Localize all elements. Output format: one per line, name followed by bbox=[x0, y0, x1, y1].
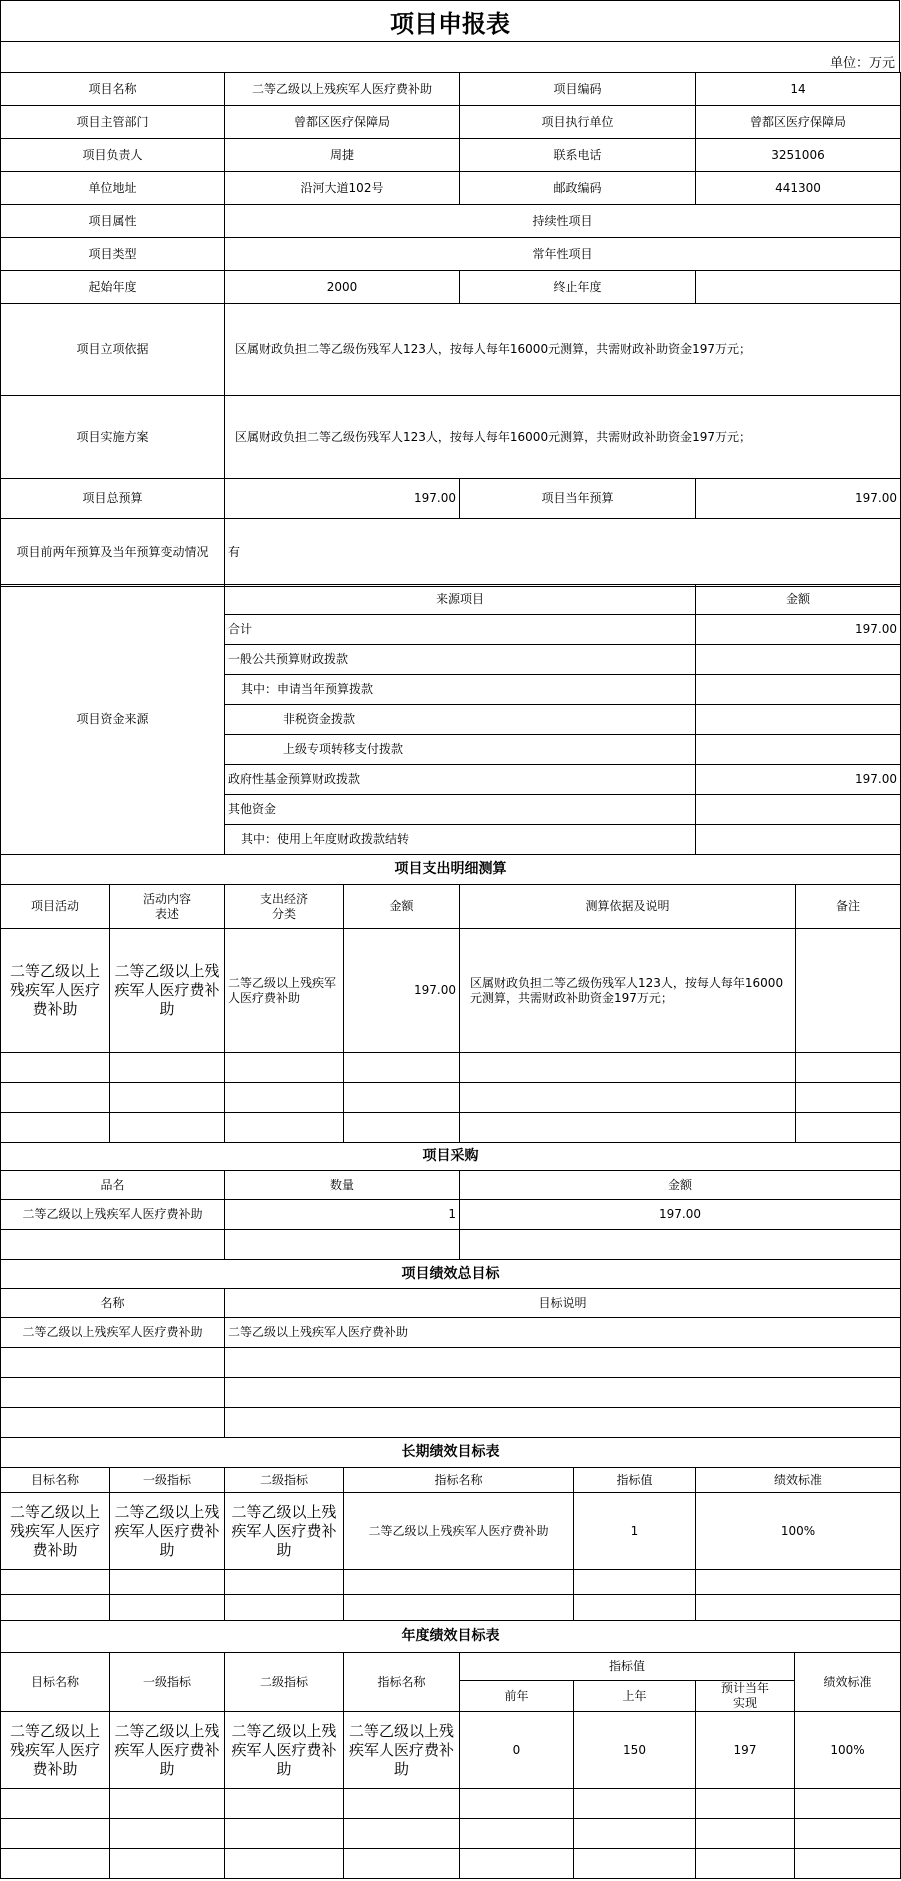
funding-amount: 197.00 bbox=[696, 765, 901, 795]
amount-cell: 197.00 bbox=[344, 929, 460, 1053]
change-cell: 有 bbox=[225, 519, 901, 587]
funding-amount bbox=[696, 675, 901, 705]
standard-cell: 100% bbox=[696, 1493, 901, 1570]
funding-source: 合计 bbox=[225, 615, 696, 645]
longterm-table bbox=[0, 1437, 901, 1621]
table-row bbox=[1, 1653, 901, 1681]
table-row bbox=[1, 1083, 901, 1113]
table-row bbox=[1, 1230, 901, 1260]
label-cell: 联系电话 bbox=[460, 139, 696, 172]
sub-header: 前年 bbox=[460, 1681, 574, 1712]
label-cell: 项目主管部门 bbox=[1, 106, 225, 139]
content-cell: 二等乙级以上残疾军人医疗费补助 bbox=[110, 929, 225, 1053]
item-amount-cell: 197.00 bbox=[460, 1200, 901, 1230]
table-row bbox=[1, 1595, 901, 1621]
label-cell: 终止年度 bbox=[460, 271, 696, 304]
funding-amount bbox=[696, 735, 901, 765]
indicator-cell: 二等乙级以上残疾军人医疗费补助 bbox=[344, 1712, 460, 1789]
table-row bbox=[1, 1493, 901, 1570]
page-title: 项目申报表 bbox=[0, 0, 900, 42]
table-row bbox=[1, 1171, 901, 1200]
table-row bbox=[1, 1378, 901, 1408]
label-cell: 项目属性 bbox=[1, 205, 225, 238]
funding-source: 其中：申请当年预算拨款 bbox=[225, 675, 696, 705]
end-year-cell bbox=[696, 271, 901, 304]
column-header: 二级指标 bbox=[225, 1468, 344, 1493]
label-cell: 项目总预算 bbox=[1, 479, 225, 519]
label-cell: 起始年度 bbox=[1, 271, 225, 304]
column-header: 绩效标准 bbox=[795, 1653, 901, 1712]
table-row bbox=[1, 1438, 901, 1468]
basis-cell: 区属财政负担二等乙级伤残军人123人，按每人每年16000元测算，共需财政补助资金197万元； bbox=[460, 929, 796, 1053]
section-title: 年度绩效目标表 bbox=[1, 1621, 901, 1653]
category-cell: 二等乙级以上残疾军人医疗费补助 bbox=[225, 929, 344, 1053]
table-row bbox=[1, 139, 901, 172]
note-cell bbox=[796, 929, 901, 1053]
table-row bbox=[1, 885, 901, 929]
quantity-cell: 1 bbox=[225, 1200, 460, 1230]
label-cell: 邮政编码 bbox=[460, 172, 696, 205]
column-header: 指标值 bbox=[574, 1468, 696, 1493]
goal-name-cell: 二等乙级以上残疾军人医疗费补助 bbox=[1, 1318, 225, 1348]
total-budget-cell: 197.00 bbox=[225, 479, 460, 519]
column-header: 一级指标 bbox=[110, 1468, 225, 1493]
column-header: 品名 bbox=[1, 1171, 225, 1200]
start-year-cell: 2000 bbox=[225, 271, 460, 304]
zip-cell: 441300 bbox=[696, 172, 901, 205]
column-header: 目标名称 bbox=[1, 1653, 110, 1712]
table-row bbox=[1, 1143, 901, 1171]
item-name-cell: 二等乙级以上残疾军人医疗费补助 bbox=[1, 1200, 225, 1230]
current-value-cell: 197 bbox=[696, 1712, 795, 1789]
label-cell: 项目执行单位 bbox=[460, 106, 696, 139]
table-row bbox=[1, 1348, 901, 1378]
column-header: 测算依据及说明 bbox=[460, 885, 796, 929]
label-cell: 项目前两年预算及当年预算变动情况 bbox=[1, 519, 225, 587]
column-header: 金额 bbox=[696, 585, 901, 615]
column-header: 目标说明 bbox=[225, 1289, 901, 1318]
label-cell: 项目名称 bbox=[1, 73, 225, 106]
table-row bbox=[1, 205, 901, 238]
table-row bbox=[1, 1053, 901, 1083]
table-row bbox=[1, 479, 901, 519]
funding-amount bbox=[696, 795, 901, 825]
table-row bbox=[1, 519, 901, 587]
section-title: 项目采购 bbox=[1, 1143, 901, 1171]
funding-label: 项目资金来源 bbox=[1, 585, 225, 855]
leader-cell: 周捷 bbox=[225, 139, 460, 172]
table-row bbox=[1, 304, 901, 396]
column-header: 名称 bbox=[1, 1289, 225, 1318]
column-header: 指标名称 bbox=[344, 1468, 574, 1493]
unit-row bbox=[0, 42, 900, 73]
column-header: 指标名称 bbox=[344, 1653, 460, 1712]
funding-source: 上级专项转移支付拨款 bbox=[225, 735, 696, 765]
sub-header: 上年 bbox=[574, 1681, 696, 1712]
plan-cell: 区属财政负担二等乙级伤残军人123人，按每人每年16000元测算，共需财政补助资金197万元； bbox=[225, 396, 901, 479]
table-row bbox=[1, 1113, 901, 1143]
annual-table bbox=[0, 1620, 901, 1879]
basis-cell: 区属财政负担二等乙级伤残军人123人，按每人每年16000元测算，共需财政补助资金197万元； bbox=[225, 304, 901, 396]
prev2-value-cell: 0 bbox=[460, 1712, 574, 1789]
activity-cell: 二等乙级以上残疾军人医疗费补助 bbox=[1, 929, 110, 1053]
column-header: 数量 bbox=[225, 1171, 460, 1200]
label-cell: 项目负责人 bbox=[1, 139, 225, 172]
dept-cell: 曾都区医疗保障局 bbox=[225, 106, 460, 139]
project-info-table bbox=[0, 72, 901, 587]
table-row bbox=[1, 172, 901, 205]
goal-cell: 二等乙级以上残疾军人医疗费补助 bbox=[1, 1493, 110, 1570]
table-row bbox=[1, 271, 901, 304]
standard-cell: 100% bbox=[795, 1712, 901, 1789]
table-row bbox=[1, 73, 901, 106]
funding-table bbox=[0, 584, 901, 855]
table-row bbox=[1, 106, 901, 139]
funding-source: 其他资金 bbox=[225, 795, 696, 825]
table-row bbox=[1, 1318, 901, 1348]
goal-cell: 二等乙级以上残疾军人医疗费补助 bbox=[1, 1712, 110, 1789]
table-row bbox=[1, 1789, 901, 1819]
sub-header: 预计当年 实现 bbox=[696, 1681, 795, 1712]
project-code-cell: 14 bbox=[696, 73, 901, 106]
column-header: 活动内容 表述 bbox=[110, 885, 225, 929]
level1-cell: 二等乙级以上残疾军人医疗费补助 bbox=[110, 1712, 225, 1789]
type-cell: 常年性项目 bbox=[225, 238, 901, 271]
table-row bbox=[1, 396, 901, 479]
funding-source: 其中：使用上年度财政拨款结转 bbox=[225, 825, 696, 855]
column-header: 来源项目 bbox=[225, 585, 696, 615]
column-header: 绩效标准 bbox=[696, 1468, 901, 1493]
table-row bbox=[1, 1621, 901, 1653]
phone-cell: 3251006 bbox=[696, 139, 901, 172]
label-cell: 项目编码 bbox=[460, 73, 696, 106]
funding-amount bbox=[696, 825, 901, 855]
label-cell: 项目立项依据 bbox=[1, 304, 225, 396]
funding-source: 一般公共预算财政拨款 bbox=[225, 645, 696, 675]
level2-cell: 二等乙级以上残疾军人医疗费补助 bbox=[225, 1493, 344, 1570]
goal-table bbox=[0, 1259, 901, 1438]
funding-amount bbox=[696, 705, 901, 735]
table-row bbox=[1, 1260, 901, 1289]
section-title: 项目绩效总目标 bbox=[1, 1260, 901, 1289]
label-cell: 项目当年预算 bbox=[460, 479, 696, 519]
year-budget-cell: 197.00 bbox=[696, 479, 901, 519]
table-row bbox=[1, 1200, 901, 1230]
table-row bbox=[1, 855, 901, 885]
section-title: 项目支出明细测算 bbox=[1, 855, 901, 885]
section-title: 长期绩效目标表 bbox=[1, 1438, 901, 1468]
column-header: 备注 bbox=[796, 885, 901, 929]
table-row bbox=[1, 1819, 901, 1849]
table-row bbox=[1, 1712, 901, 1789]
value-cell: 1 bbox=[574, 1493, 696, 1570]
label-cell: 项目实施方案 bbox=[1, 396, 225, 479]
column-header: 目标名称 bbox=[1, 1468, 110, 1493]
project-name-cell: 二等乙级以上残疾军人医疗费补助 bbox=[225, 73, 460, 106]
column-header: 支出经济 分类 bbox=[225, 885, 344, 929]
table-row bbox=[1, 1408, 901, 1438]
unit-label: 单位：万元 bbox=[829, 56, 895, 71]
table-row bbox=[1, 1468, 901, 1493]
label-cell: 单位地址 bbox=[1, 172, 225, 205]
purchase-table bbox=[0, 1142, 901, 1260]
indicator-cell: 二等乙级以上残疾军人医疗费补助 bbox=[344, 1493, 574, 1570]
exec-cell: 曾都区医疗保障局 bbox=[696, 106, 901, 139]
funding-amount: 197.00 bbox=[696, 615, 901, 645]
table-row bbox=[1, 238, 901, 271]
column-header: 项目活动 bbox=[1, 885, 110, 929]
column-header: 金额 bbox=[460, 1171, 901, 1200]
table-row bbox=[1, 929, 901, 1053]
column-header: 二级指标 bbox=[225, 1653, 344, 1712]
expense-table bbox=[0, 854, 901, 1143]
funding-amount bbox=[696, 645, 901, 675]
table-row bbox=[1, 585, 901, 615]
table-row bbox=[1, 1849, 901, 1879]
column-header: 一级指标 bbox=[110, 1653, 225, 1712]
prev1-value-cell: 150 bbox=[574, 1712, 696, 1789]
column-header: 指标值 bbox=[460, 1653, 795, 1681]
label-cell: 项目类型 bbox=[1, 238, 225, 271]
level2-cell: 二等乙级以上残疾军人医疗费补助 bbox=[225, 1712, 344, 1789]
attr-cell: 持续性项目 bbox=[225, 205, 901, 238]
funding-source: 政府性基金预算财政拨款 bbox=[225, 765, 696, 795]
goal-desc-cell: 二等乙级以上残疾军人医疗费补助 bbox=[225, 1318, 901, 1348]
level1-cell: 二等乙级以上残疾军人医疗费补助 bbox=[110, 1493, 225, 1570]
table-row bbox=[1, 1289, 901, 1318]
address-cell: 沿河大道102号 bbox=[225, 172, 460, 205]
column-header: 金额 bbox=[344, 885, 460, 929]
table-row bbox=[1, 1570, 901, 1595]
funding-source: 非税资金拨款 bbox=[225, 705, 696, 735]
